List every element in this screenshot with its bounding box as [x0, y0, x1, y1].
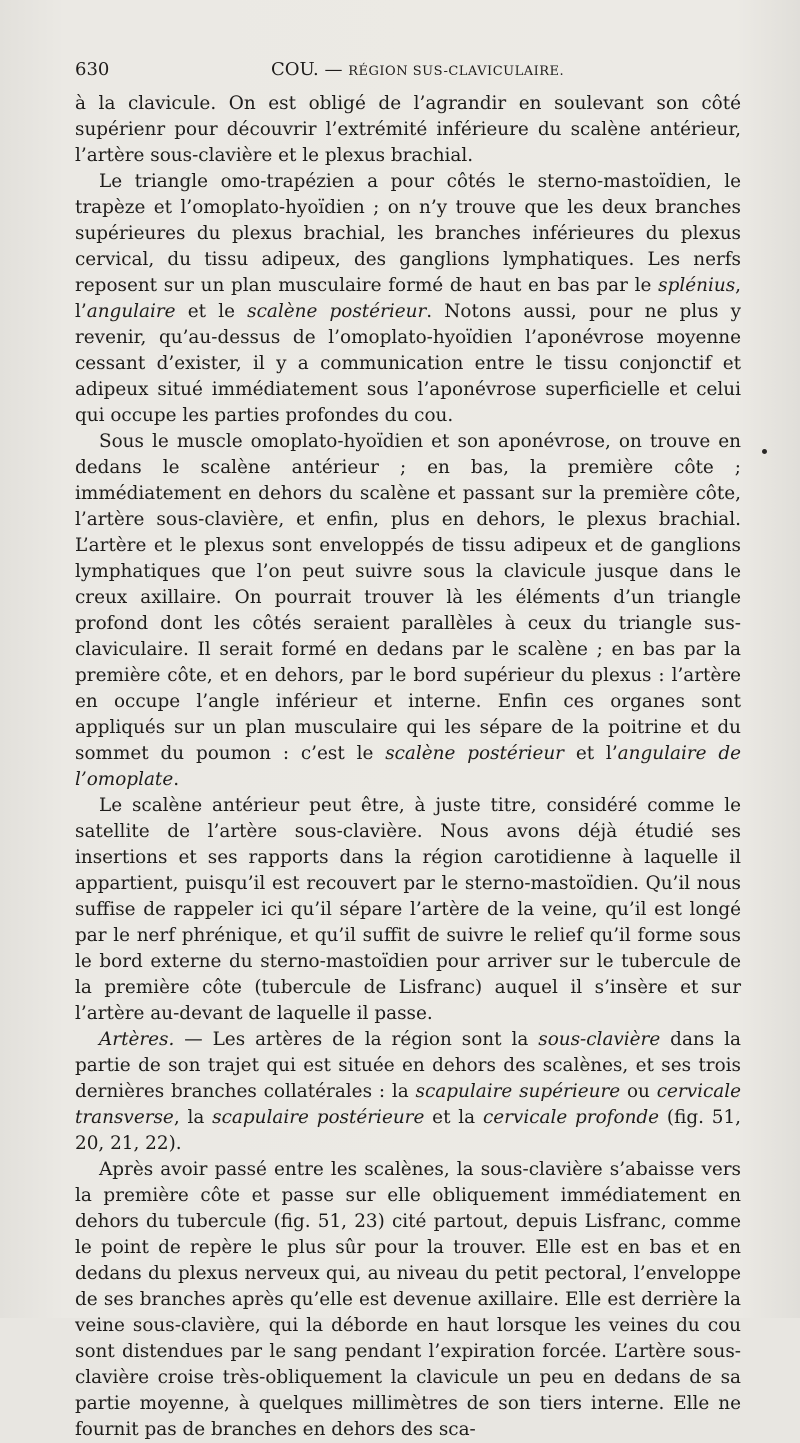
text-run: et le — [175, 301, 248, 322]
italic-term: splénius — [658, 275, 736, 296]
text-run: Sous le muscle omoplato-hyoïdien et son aponévrose, on trouve en dedans le scalène antérieur ; en bas, la première côte ; immédiatement en dehors du scalène et passant sur la première côte, l’artère sous-clavière, et enfin, plus en dehors, le plexus brachial. L’artère et le plexus sont enveloppés de tissu adipeux et de ganglions lymphatiques que l’on peut suivre sous la clavicule jusque dans le creux axillaire. On pourrait trouver là les éléments d’un triangle profond dont les côtés seraient parallèles à ceux du triangle sus-claviculaire. Il serait formé en dedans par le scalène ; en bas par la première côte, et en dehors, par le bord supérieur du plexus : l’artère en occupe l’angle inférieur et interne. Enfin ces organes sont appliqués sur un plan musculaire qui les sépare de la poitrine et du sommet du poumon : c’est le — [75, 431, 741, 764]
text-run: Le scalène antérieur peut être, à juste titre, considéré comme le satellite de l’artère sous-clavière. Nous avons déjà étudié ses insertions et ses rapports dans la région carotidienne à laquelle il appartient, puisqu’il est recouvert par le sterno-mastoïdien. Qu’il nous suffise de rappeler ici qu’il sépare l’artère de la veine, qu’il est longé par le nerf phrénique, et qu’il suffit de suivre le relief qu’il forme sous le bord externe du sterno-mastoïdien pour arriver sur le tubercule de la première côte (tubercule de Lisfranc) auquel il s’insère et sur l’artère au-devant de laquelle il passe. — [75, 795, 741, 1024]
paragraph — [75, 793, 741, 1027]
text-run: et l’ — [563, 743, 618, 764]
text-run: Après avoir passé entre les scalènes, la sous-clavière s’abaisse vers la première côte et passe sur elle obliquement immédiatement en dehors du tubercule (fig. 51, 23) cité partout, depuis Lisfranc, comme le point de repère le plus sûr pour la trouver. Elle est en bas et en dedans du plexus nerveux qui, au niveau du petit pectoral, l’enveloppe de ses branches après qu’elle est devenue axillaire. Elle est derrière la veine sous-clavière, qui la déborde en haut lorsque les veines du cou sont distendues par le sang pendant l’expiration forcée. L’artère sous-clavière croise très-obliquement la clavicule un peu en dedans de sa partie moyenne, à quelques millimètres de son tiers interne. Elle ne fournit pas de branches en dehors des sca- — [75, 1159, 741, 1440]
text-run: . Notons aussi, pour ne plus y revenir, qu’au-dessus de l’omoplato-hyoïdien l’aponévrose moyenne cessant d’exister, il y a communication entre le tissu conjonctif et adipeux situé immédiatement sous l’aponévrose superficielle et celui qui occupe les parties profondes du cou. — [75, 301, 742, 426]
paragraph — [75, 429, 741, 793]
region-title: RÉGION SUS-CLAVICULAIRE. — [348, 64, 565, 79]
running-header — [75, 58, 739, 82]
paragraph — [75, 169, 741, 429]
page-number: 630 — [75, 59, 110, 80]
text-run: à la clavicule. On est obligé de l’agrandir en soulevant son côté supérienr pour découvrir l’extrémité inférieure du scalène antérieur, l’artère sous-clavière et le plexus brachial. — [75, 93, 741, 166]
margin-mark — [762, 449, 767, 454]
paragraph — [75, 1027, 741, 1157]
italic-term: angulaire de l’omoplate — [75, 743, 741, 790]
section-title: COU. — [271, 59, 319, 80]
text-run: , l’ — [75, 275, 741, 322]
italic-term: scapulaire postérieure — [212, 1107, 425, 1128]
text-run: ou — [620, 1081, 657, 1102]
italic-term: scalène postérieur — [247, 301, 427, 322]
text-run: — Les artères de la région sont la — [174, 1029, 539, 1050]
italic-term: sous-clavière — [538, 1029, 661, 1050]
italic-term: scalène postérieur — [385, 743, 564, 764]
italic-term: cervicale transverse — [75, 1081, 741, 1128]
text-run: et la — [424, 1107, 483, 1128]
text-run: , la — [173, 1107, 213, 1128]
body-text — [75, 91, 741, 1443]
italic-term: Artères. — [99, 1029, 175, 1050]
italic-term: angulaire — [86, 301, 176, 322]
paragraph — [75, 1157, 741, 1443]
text-run: . — [173, 769, 180, 790]
text-run: dans la partie de son trajet qui est située en dehors des scalènes, et ses trois dernières branches collatérales : la — [75, 1029, 741, 1102]
italic-term: scapulaire supérieure — [415, 1081, 621, 1102]
title-dash: — — [324, 59, 343, 80]
text-run: Le triangle omo-trapézien a pour côtés le sterno-mastoïdien, le trapèze et l’omoplato-hyoïdien ; on n’y trouve que les deux branches supérieures du plexus brachial, les branches inférieures du plexus cervical, du tissu adipeux, des ganglions lymphatiques. Les nerfs reposent sur un plan musculaire formé de haut en bas par le — [75, 171, 741, 296]
text-run: (fig. 51, 20, 21, 22). — [75, 1107, 742, 1154]
running-title — [271, 58, 564, 84]
paragraph — [75, 91, 741, 169]
italic-term: cervicale profonde — [482, 1107, 660, 1128]
